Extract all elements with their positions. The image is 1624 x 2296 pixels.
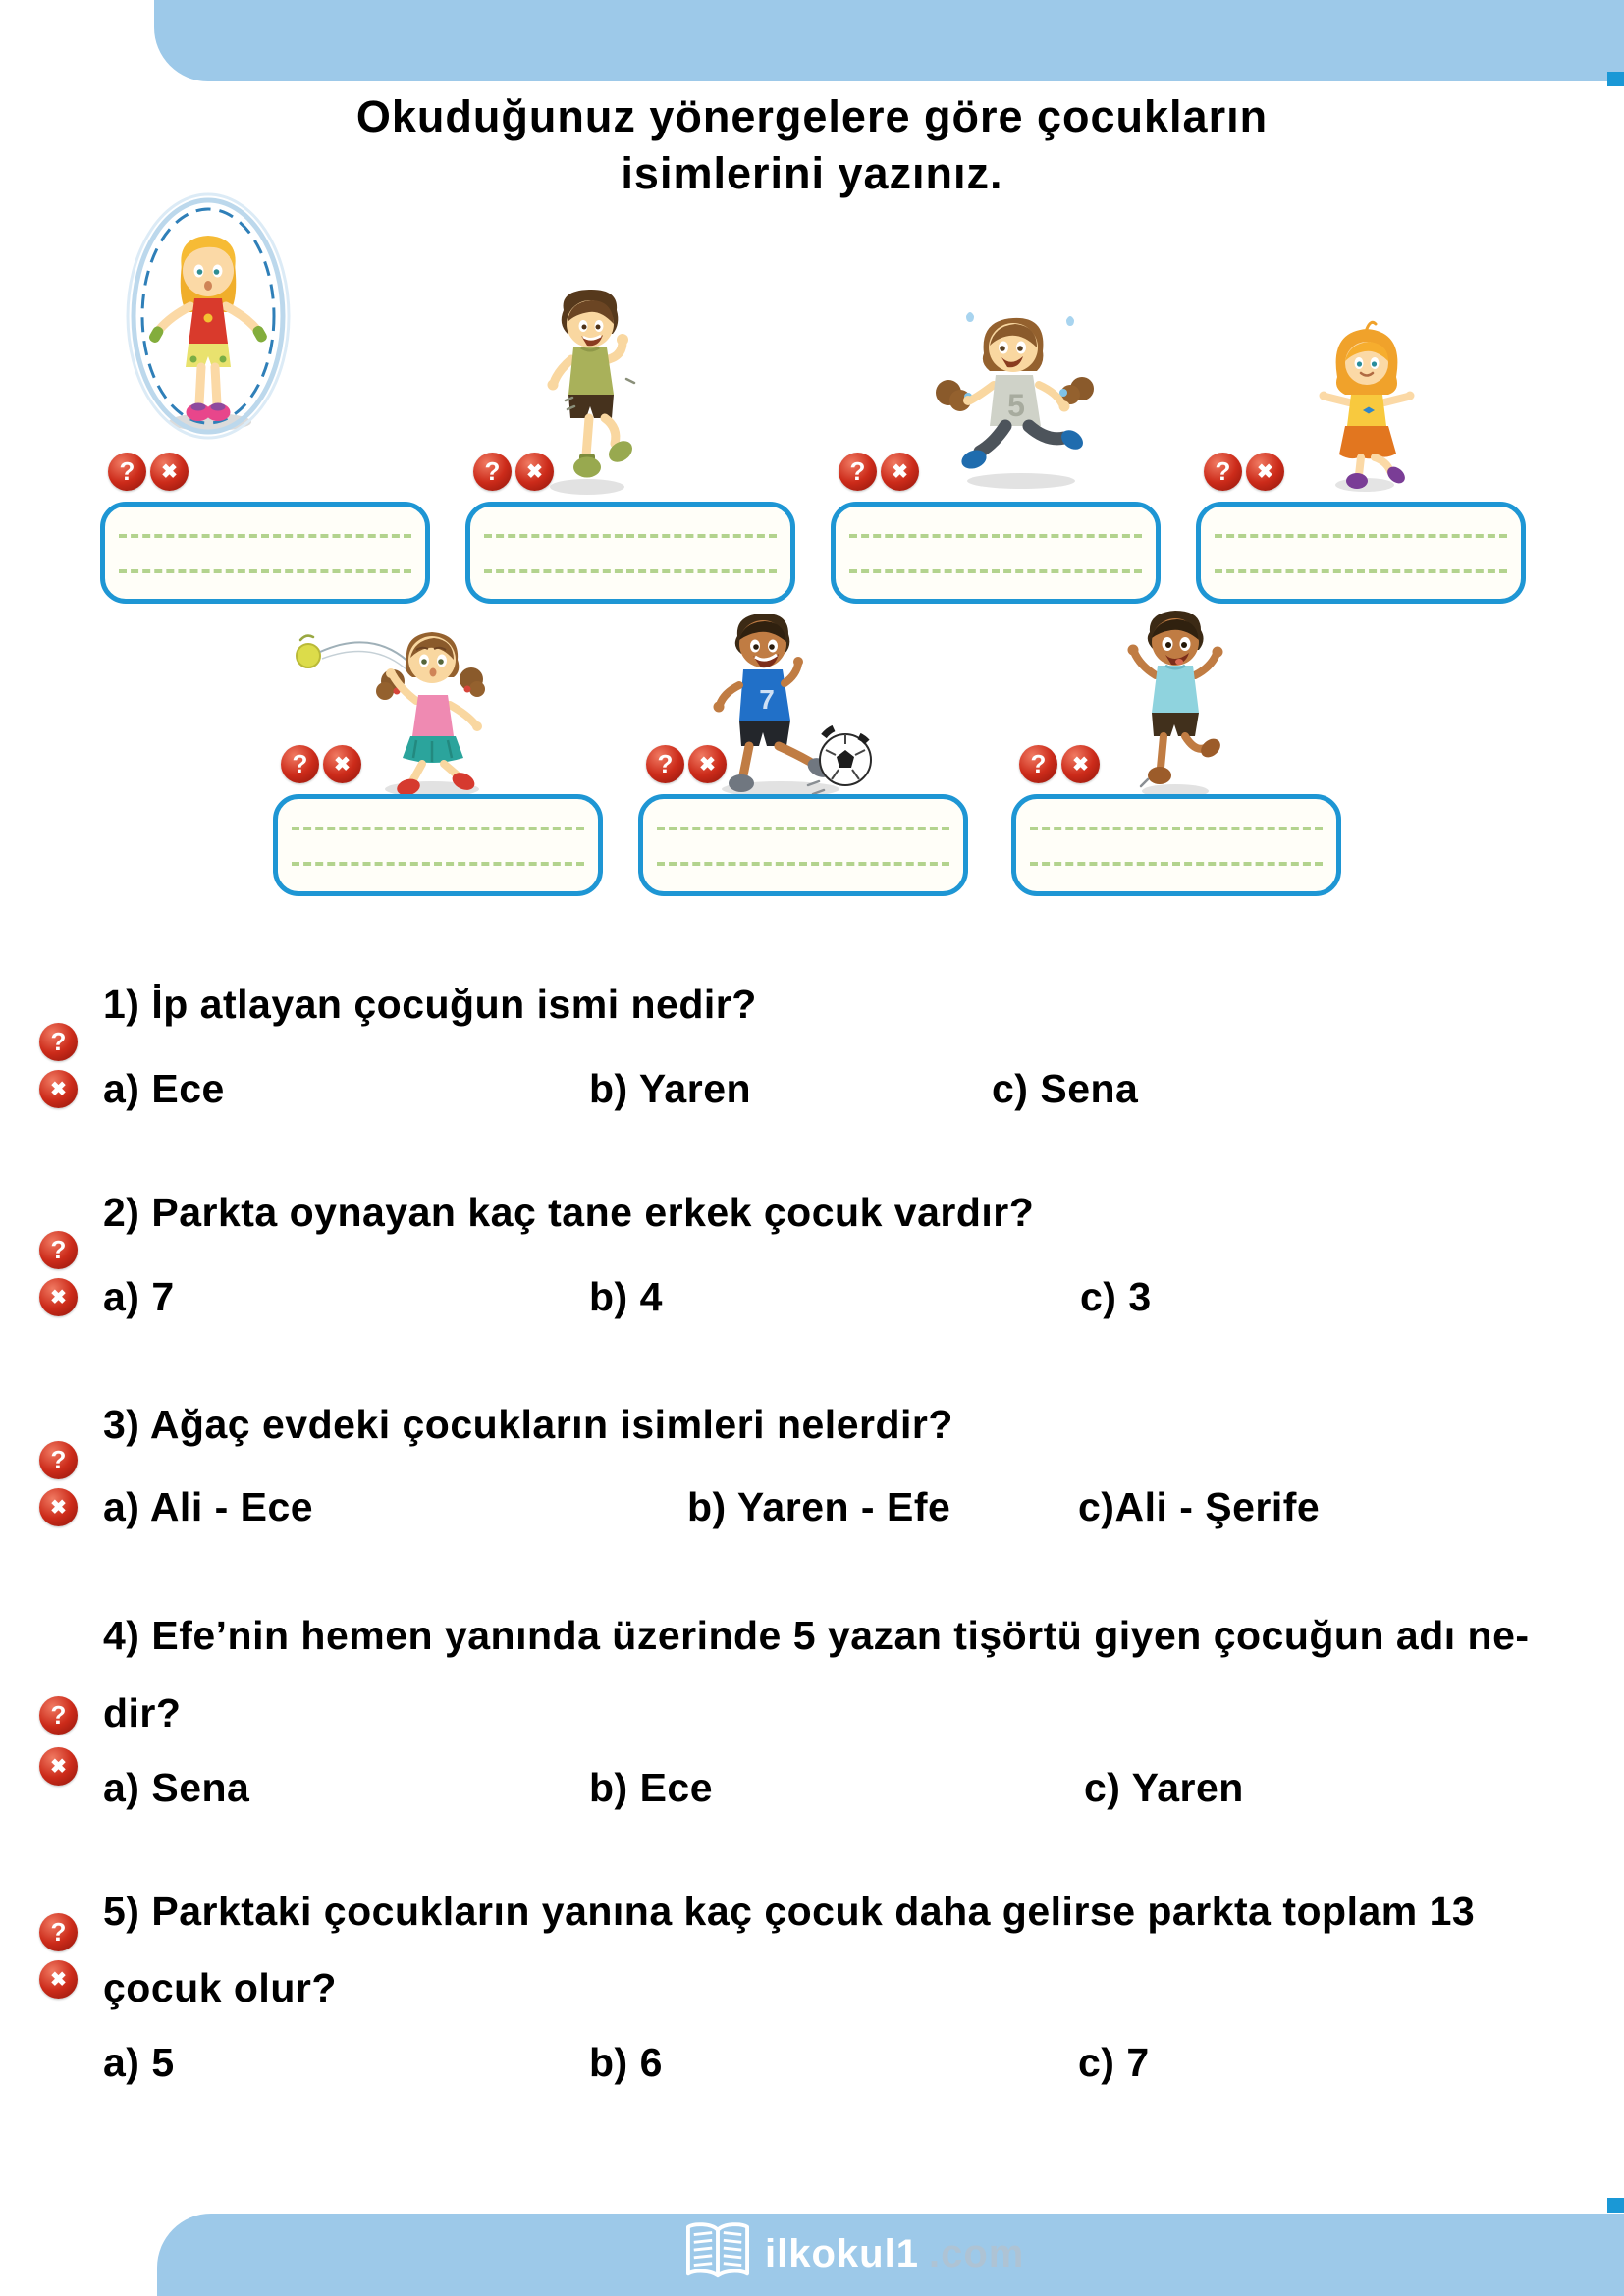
cross-icon[interactable]: ✖ <box>150 453 189 491</box>
question-3-option-a: a) Ali - Ece <box>103 1484 314 1529</box>
writing-line <box>657 862 949 866</box>
trim-mark-bottom <box>1607 2198 1624 2213</box>
question-5-option-c: c) 7 <box>1078 2040 1150 2085</box>
title-line-2: isimlerini yazınız. <box>621 148 1003 198</box>
question-4-option-a: a) Sena <box>103 1765 250 1810</box>
cross-icon[interactable]: ✖ <box>323 745 361 783</box>
cross-icon[interactable]: ✖ <box>1061 745 1100 783</box>
writing-line <box>1030 862 1323 866</box>
writing-line <box>119 569 411 573</box>
slot3-icons <box>839 453 919 491</box>
question-mark-icon[interactable]: ? <box>839 453 877 491</box>
question-1-option-b: b) Yaren <box>589 1066 752 1111</box>
question-mark-icon[interactable]: ? <box>39 1023 78 1061</box>
question-2-option-c: c) 3 <box>1080 1274 1152 1319</box>
cross-icon[interactable]: ✖ <box>881 453 919 491</box>
brand-name: ilkokul1 <box>765 2232 919 2275</box>
question-5-text-line-1: 5) Parktaki çocukların yanına kaç çocuk daha gelirse parkta toplam 13 <box>103 1889 1476 1934</box>
slot5-icons <box>281 745 361 783</box>
child-girl-jump-rope <box>120 179 297 451</box>
child-boy-jumping <box>1105 605 1247 803</box>
question-5-option-a: a) 5 <box>103 2040 175 2085</box>
slot4-icons <box>1204 453 1284 491</box>
answer-box-2[interactable] <box>465 502 795 604</box>
question-3-option-c: c)Ali - Şerife <box>1078 1484 1321 1529</box>
brand-logo[interactable] <box>680 2220 1024 2288</box>
question-4-text-line-1: 4) Efe’nin hemen yanında üzerinde 5 yazan tişörtü giyen çocuğun adı ne- <box>103 1613 1530 1658</box>
question-3-option-b: b) Yaren - Efe <box>687 1484 951 1529</box>
question-mark-icon[interactable]: ? <box>646 745 684 783</box>
question-4-option-b: b) Ece <box>589 1765 714 1810</box>
writing-line <box>849 569 1142 573</box>
question-3-text: 3) Ağaç evdeki çocukların isimleri nelerdir? <box>103 1402 953 1447</box>
brand-suffix: .com <box>928 2232 1025 2275</box>
slot7-icons <box>1019 745 1100 783</box>
question-2-option-b: b) 4 <box>589 1274 663 1319</box>
child-girl-orange-skirt <box>1312 316 1422 498</box>
cross-icon[interactable]: ✖ <box>515 453 554 491</box>
trim-mark-top <box>1607 72 1624 86</box>
shirt-number-5: 5 <box>1007 388 1025 423</box>
answer-box-4[interactable] <box>1196 502 1526 604</box>
book-icon <box>680 2220 755 2288</box>
writing-line <box>1215 534 1507 538</box>
answer-box-7[interactable] <box>1011 794 1341 896</box>
question-mark-icon[interactable]: ? <box>39 1231 78 1269</box>
header-bar <box>154 0 1624 81</box>
question-2-option-a: a) 7 <box>103 1274 175 1319</box>
answer-box-5[interactable] <box>273 794 603 896</box>
slot2-icons <box>473 453 554 491</box>
question-mark-icon[interactable]: ? <box>1204 453 1242 491</box>
cross-icon[interactable]: ✖ <box>39 1278 78 1316</box>
cross-icon[interactable]: ✖ <box>39 1488 78 1526</box>
question-mark-icon[interactable]: ? <box>39 1696 78 1735</box>
question-1-text: 1) İp atlayan çocuğun ismi nedir? <box>103 982 757 1027</box>
question-4-text-line-2: dir? <box>103 1690 182 1735</box>
writing-line <box>1215 569 1507 573</box>
question-1-option-c: c) Sena <box>992 1066 1139 1111</box>
cross-icon[interactable]: ✖ <box>39 1747 78 1786</box>
writing-line <box>484 569 777 573</box>
question-mark-icon[interactable]: ? <box>39 1441 78 1479</box>
child-girl-running-5 <box>923 302 1124 494</box>
question-mark-icon[interactable]: ? <box>1019 745 1057 783</box>
answer-box-6[interactable] <box>638 794 968 896</box>
question-mark-icon[interactable]: ? <box>108 453 146 491</box>
slot6-icons <box>646 745 727 783</box>
question-mark-icon[interactable]: ? <box>39 1913 78 1951</box>
question-mark-icon[interactable]: ? <box>281 745 319 783</box>
writing-line <box>119 534 411 538</box>
cross-icon[interactable]: ✖ <box>39 1960 78 1999</box>
writing-line <box>657 827 949 830</box>
question-5-option-b: b) 6 <box>589 2040 663 2085</box>
question-4-option-c: c) Yaren <box>1084 1765 1244 1810</box>
cross-icon[interactable]: ✖ <box>39 1070 78 1108</box>
writing-line <box>1030 827 1323 830</box>
writing-line <box>292 827 584 830</box>
cross-icon[interactable]: ✖ <box>688 745 727 783</box>
writing-line <box>849 534 1142 538</box>
question-2-text: 2) Parkta oynayan kaç tane erkek çocuk vardır? <box>103 1190 1035 1235</box>
title-line-1: Okuduğunuz yönergelere göre çocukların <box>355 91 1269 141</box>
writing-line <box>292 862 584 866</box>
shirt-number-7: 7 <box>759 684 775 715</box>
answer-box-3[interactable] <box>831 502 1161 604</box>
question-1-option-a: a) Ece <box>103 1066 225 1111</box>
question-5-text-line-2: çocuk olur? <box>103 1965 337 2010</box>
writing-line <box>484 534 777 538</box>
slot1-icons <box>108 453 189 491</box>
question-mark-icon[interactable]: ? <box>473 453 512 491</box>
answer-box-1[interactable] <box>100 502 430 604</box>
cross-icon[interactable]: ✖ <box>1246 453 1284 491</box>
